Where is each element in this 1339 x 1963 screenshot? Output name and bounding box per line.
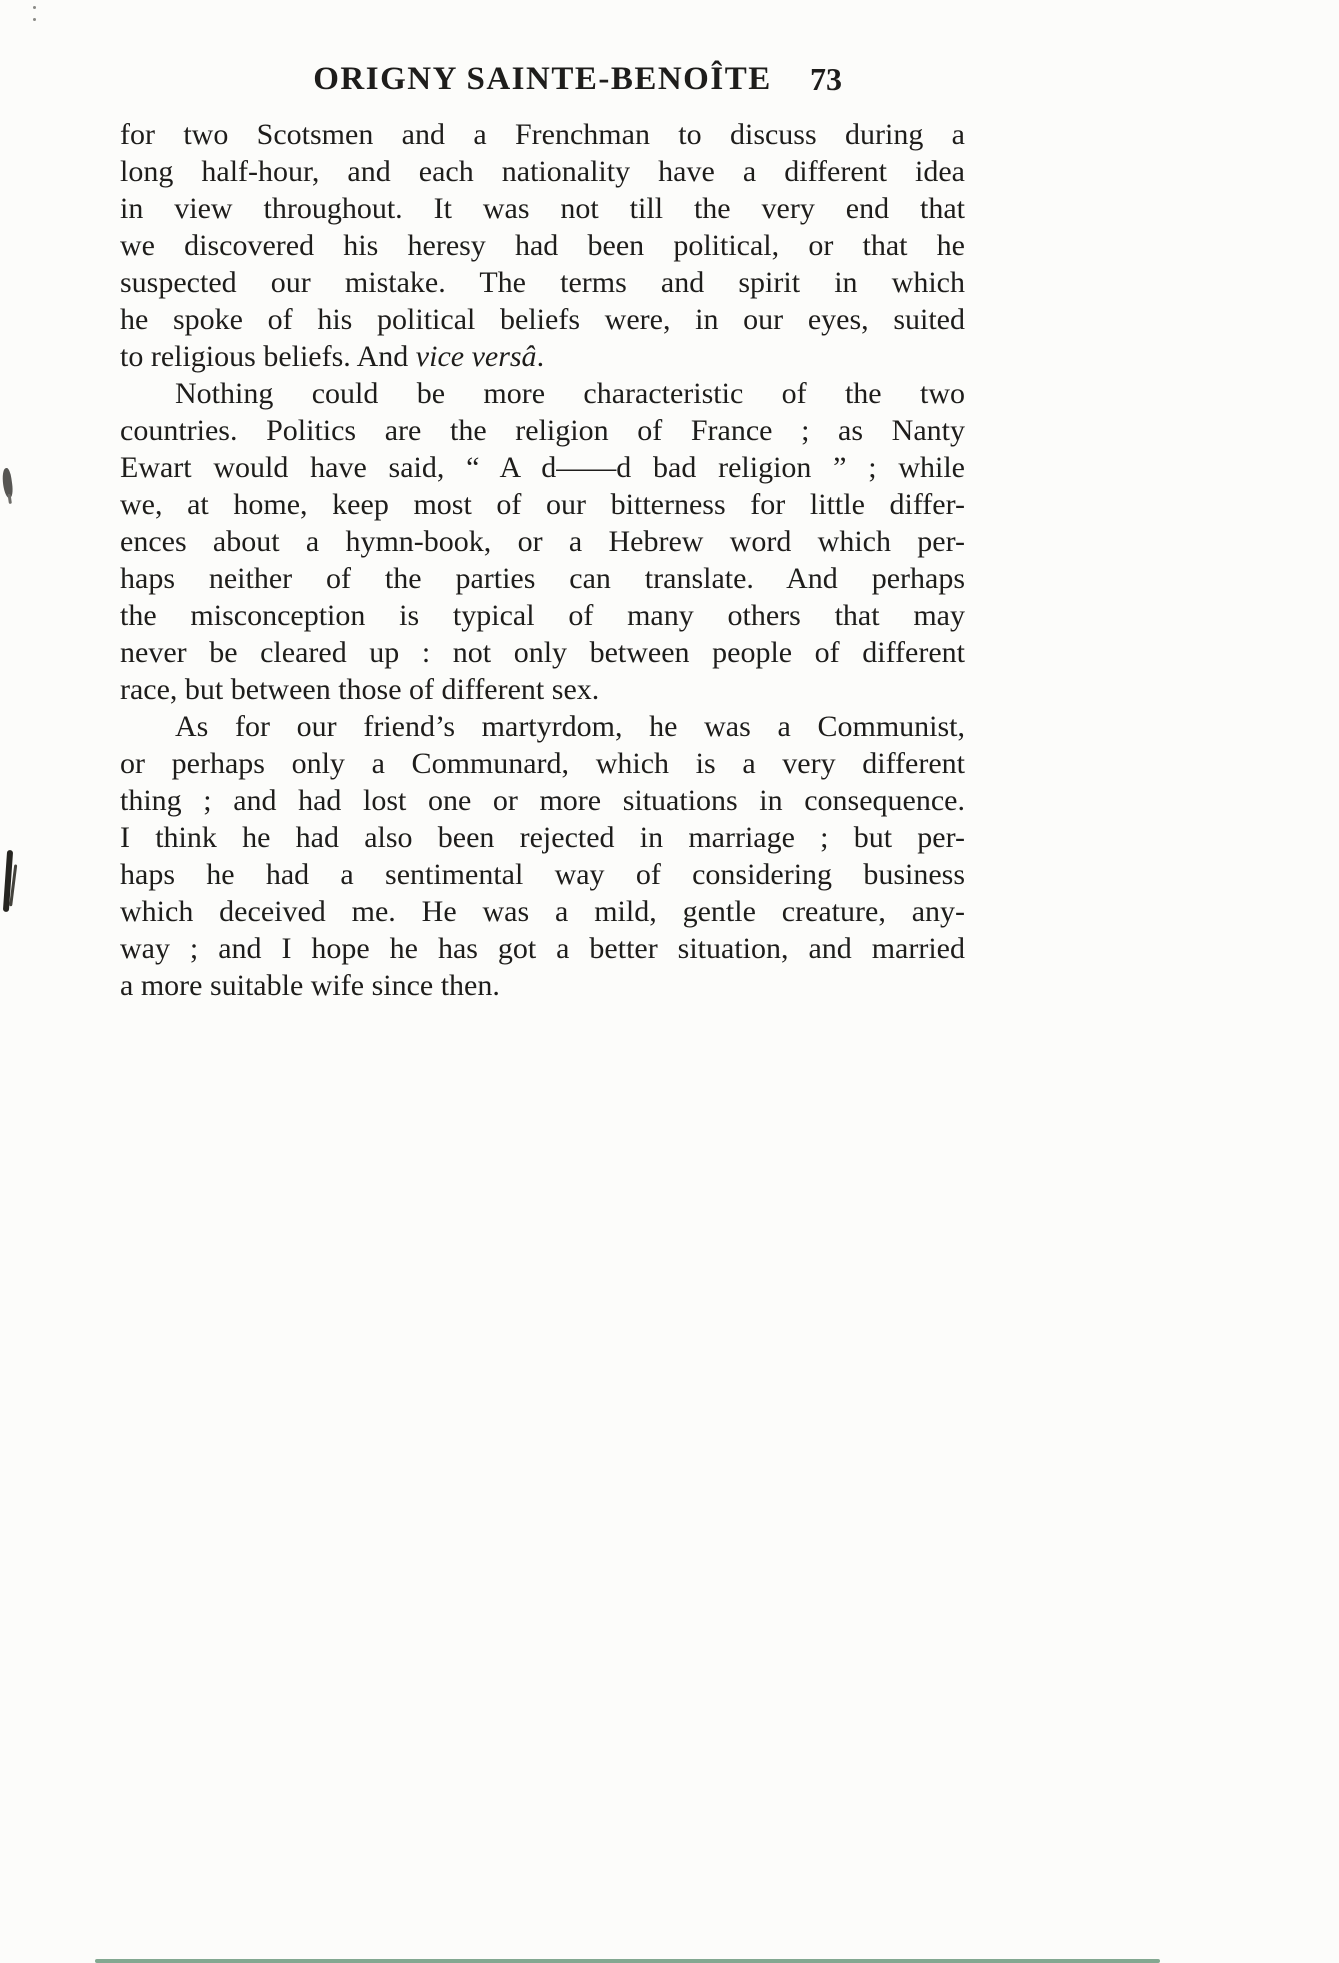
text-segment: As for our friend’s martyrdom, he was a Communist, <box>175 710 965 743</box>
text-line <box>120 412 965 449</box>
text-segment: race, but between those of different sex. <box>120 673 600 706</box>
text-segment: or perhaps only a Communard, which is a very different <box>120 747 965 780</box>
text-segment: he spoke of his political beliefs were, in our eyes, suited <box>120 303 965 336</box>
text-segment: Nothing could be more characteristic of the two <box>175 377 965 410</box>
text-line <box>120 116 965 153</box>
text-segment: haps he had a sentimental way of considering business <box>120 858 965 891</box>
body-text <box>120 116 965 1004</box>
text-segment: countries. Politics are the religion of France ; as Nanty <box>120 414 965 447</box>
text-line <box>120 264 965 301</box>
italic-text: vice versâ <box>415 340 537 373</box>
text-line <box>120 745 965 782</box>
page-number: 73 <box>810 61 842 97</box>
text-line <box>120 227 965 264</box>
text-line <box>120 819 965 856</box>
text-line <box>120 523 965 560</box>
scan-artifact-stroke <box>3 850 13 912</box>
text-segment: we, at home, keep most of our bitterness for little differ- <box>120 488 965 521</box>
text-segment: Ewart would have said, “ A d——d bad religion ” ; while <box>120 451 965 484</box>
text-line <box>120 930 965 967</box>
text-line <box>120 449 965 486</box>
text-line <box>120 634 965 671</box>
text-segment: a more suitable wife since then. <box>120 969 500 1002</box>
text-segment: thing ; and had lost one or more situations in consequence. <box>120 784 965 817</box>
text-segment: suspected our mistake. The terms and spirit in which <box>120 266 965 299</box>
text-line <box>120 782 965 819</box>
paragraph <box>120 116 965 375</box>
text-segment: which deceived me. He was a mild, gentle creature, any- <box>120 895 965 928</box>
text-segment: ences about a hymn-book, or a Hebrew word which per- <box>120 525 965 558</box>
text-line <box>120 190 965 227</box>
text-segment: in view throughout. It was not till the very end that <box>120 192 965 225</box>
text-line <box>120 301 965 338</box>
text-segment: the misconception is typical of many others that may <box>120 599 965 632</box>
text-segment: haps neither of the parties can translate. And perhaps <box>120 562 965 595</box>
text-segment: way ; and I hope he has got a better situation, and married <box>120 932 965 965</box>
scan-edge-mark <box>95 1959 1160 1963</box>
paragraph <box>120 708 965 1004</box>
header-title: ORIGNY SAINTE-BENOÎTE <box>313 61 772 97</box>
paragraph <box>120 375 965 708</box>
text-segment: to religious beliefs. And <box>120 340 416 373</box>
text-line <box>120 338 965 375</box>
text-segment: long half-hour, and each nationality have a different idea <box>120 155 965 188</box>
text-line <box>120 560 965 597</box>
text-line <box>120 375 965 412</box>
text-segment: for two Scotsmen and a Frenchman to discuss during a <box>120 118 965 151</box>
text-line <box>120 893 965 930</box>
text-block <box>120 56 965 1004</box>
scan-artifact-smudge <box>1 468 14 499</box>
scan-artifact-dots <box>33 6 37 22</box>
text-line <box>120 967 965 1004</box>
text-line <box>120 153 965 190</box>
text-line <box>120 486 965 523</box>
text-line <box>120 671 965 708</box>
text-segment: never be cleared up : not only between people of different <box>120 636 965 669</box>
text-segment: I think he had also been rejected in marriage ; but per- <box>120 821 965 854</box>
text-segment: we discovered his heresy had been political, or that he <box>120 229 965 262</box>
text-line <box>120 708 965 745</box>
running-header <box>120 56 965 102</box>
text-segment: . <box>536 340 545 373</box>
text-line <box>120 856 965 893</box>
text-line <box>120 597 965 634</box>
